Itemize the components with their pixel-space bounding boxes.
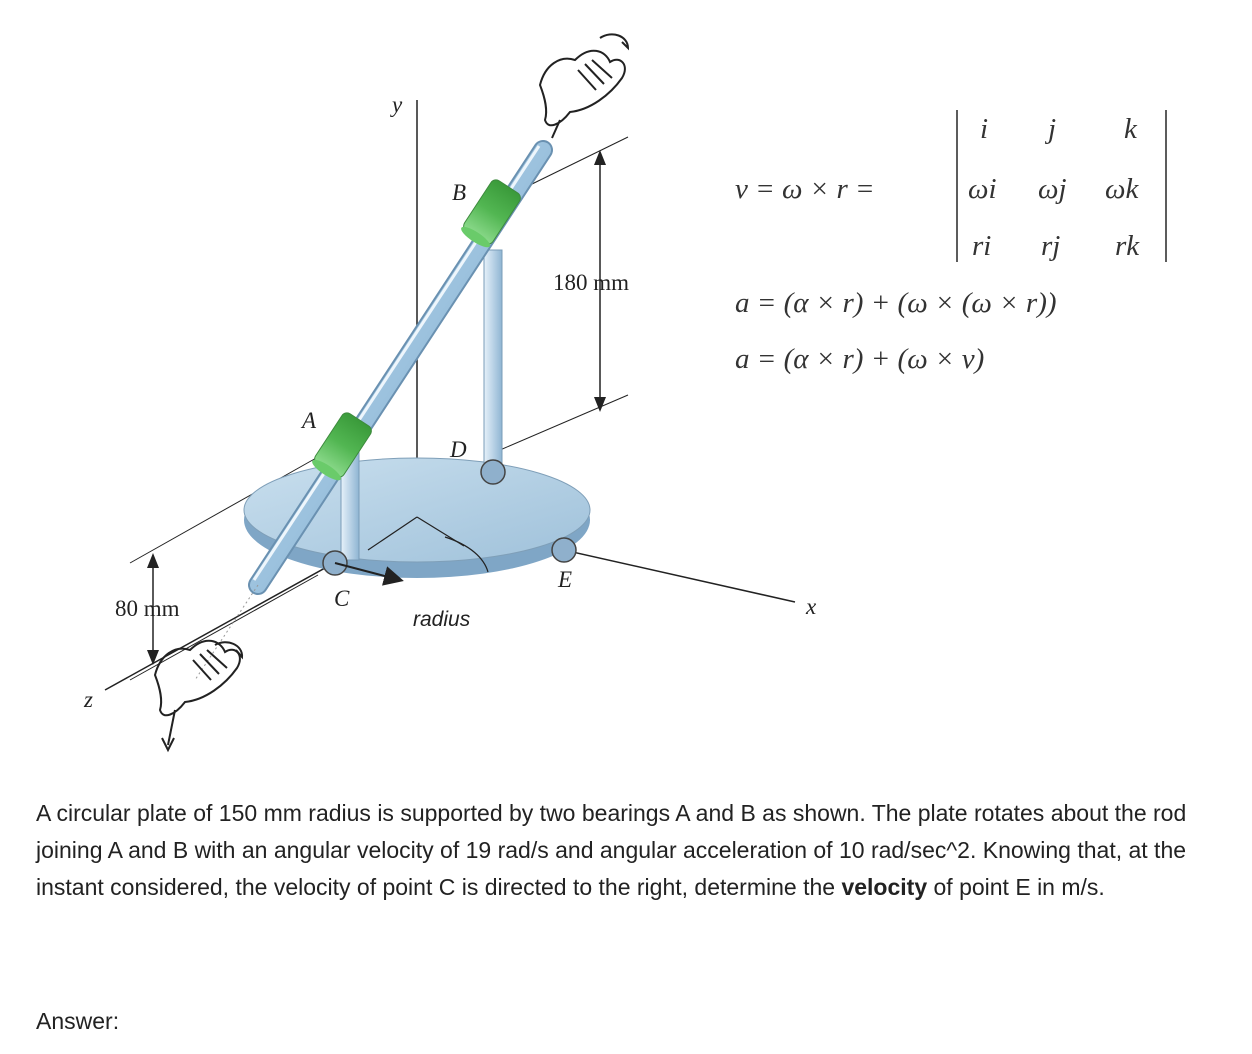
acceleration-equation-1: a = (α × r) + (ω × (ω × r))	[735, 287, 1057, 319]
matrix-cell: k	[1124, 113, 1137, 145]
problem-text-part1: A circular plate of 150 mm radius is supported by two bearings A and B as shown. The plate rotates about the rod joining A and B with an angular velocity of 19 rad/s and angular acceleration of 10 rad/sec^2. Knowing that, at the instant considered, the velocity of point C is directed to the right, determine the	[36, 800, 1187, 900]
velocity-equation-lhs: v = ω × r =	[735, 173, 875, 205]
problem-text-part2: of point E in m/s.	[927, 874, 1105, 900]
joint-d	[481, 460, 505, 484]
label-a: A	[302, 408, 317, 433]
label-e: E	[558, 567, 573, 592]
label-c: C	[334, 586, 350, 611]
matrix-cell: ωi	[968, 173, 997, 205]
matrix-cell: j	[1048, 113, 1057, 145]
matrix-cell: i	[980, 113, 989, 145]
matrix-cell: ωj	[1038, 173, 1067, 205]
rod-dotted-extension	[195, 585, 258, 680]
problem-statement	[36, 795, 1236, 906]
label-z: z	[84, 687, 93, 712]
answer-label: Answer:	[36, 1008, 120, 1034]
hand-top-icon	[540, 34, 628, 138]
hand-bottom-icon	[155, 641, 242, 750]
label-80mm: 80 mm	[115, 596, 180, 621]
problem-bold-word: velocity	[841, 874, 928, 900]
matrix-cell: ωk	[1105, 173, 1139, 205]
label-d: D	[450, 437, 467, 462]
dim-80-arrowhead-bottom	[147, 650, 159, 665]
dim-180-arrowhead-bottom	[594, 397, 606, 412]
matrix-cell: rj	[1041, 230, 1061, 262]
matrix-cell: rk	[1115, 230, 1140, 262]
joint-e	[552, 538, 576, 562]
acceleration-equation-2: a = (α × r) + (ω × v)	[735, 343, 985, 375]
matrix-cell: ri	[972, 230, 992, 262]
label-b: B	[452, 180, 467, 205]
label-radius: radius	[413, 608, 471, 631]
dim-line-mid	[500, 395, 628, 450]
label-x: x	[806, 594, 817, 619]
label-y: y	[392, 92, 403, 117]
label-180mm: 180 mm	[553, 270, 630, 295]
dim-80-arrowhead-top	[147, 553, 159, 568]
post-d	[484, 250, 502, 470]
